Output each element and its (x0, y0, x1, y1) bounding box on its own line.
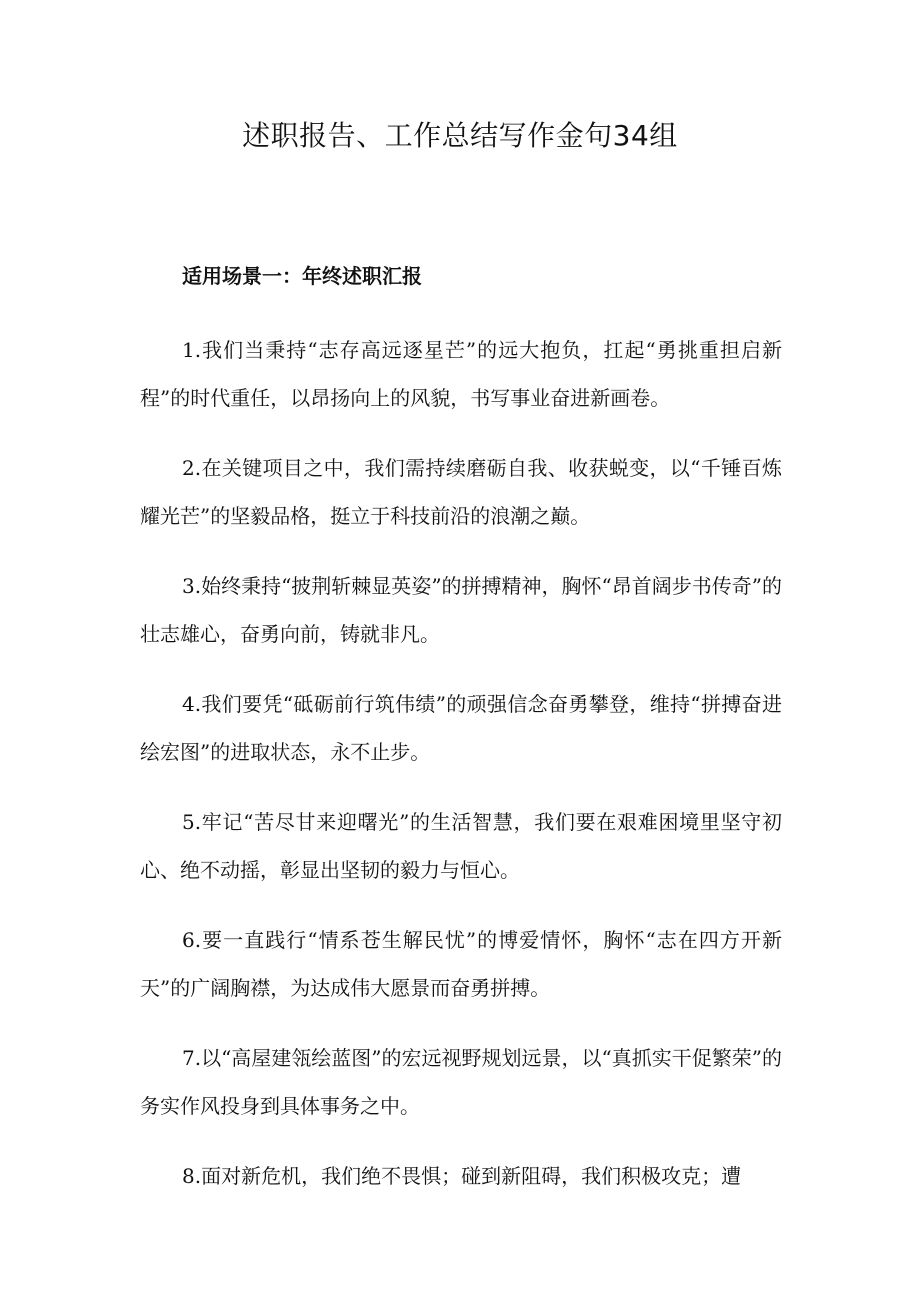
list-item: 1.我们当秉持“志存高远逐星芒”的远大抱负，扛起“勇挑重担启新程”的时代重任，以昂扬向上的风貌，书写事业奋进新画卷。 (140, 338, 782, 410)
list-item: 6.要一直践行“情系苍生解民忧”的博爱情怀，胸怀“志在四方开新天”的广阔胸襟，为达成伟大愿景而奋勇拼搏。 (140, 928, 782, 1000)
list-item: 5.牢记“苦尽甘来迎曙光”的生活智慧，我们要在艰难困境里坚守初心、绝不动摇，彰显出坚韧的毅力与恒心。 (140, 810, 782, 882)
list-item: 2.在关键项目之中，我们需持续磨砺自我、收获蜕变，以“千锤百炼耀光芒”的坚毅品格，挺立于科技前沿的浪潮之巅。 (140, 456, 782, 528)
list-item: 4.我们要凭“砥砺前行筑伟绩”的顽强信念奋勇攀登，维持“拼搏奋进绘宏图”的进取状态，永不止步。 (140, 692, 782, 764)
list-item: 8.面对新危机，我们绝不畏惧；碰到新阻碍，我们积极攻克；遭 (182, 1164, 742, 1188)
list-item: 3.始终秉持“披荆斩棘显英姿”的拼搏精神，胸怀“昂首阔步书传奇”的壮志雄心，奋勇向前，铸就非凡。 (140, 574, 782, 646)
item-list (140, 326, 782, 1222)
list-item: 7.以“高屋建瓴绘蓝图”的宏远视野规划远景，以“真抓实干促繁荣”的务实作风投身到具体事务之中。 (140, 1046, 782, 1118)
section-heading: 适用场景一：年终述职汇报 (182, 264, 422, 288)
document-title: 述职报告、工作总结写作金句34组 (242, 119, 678, 152)
